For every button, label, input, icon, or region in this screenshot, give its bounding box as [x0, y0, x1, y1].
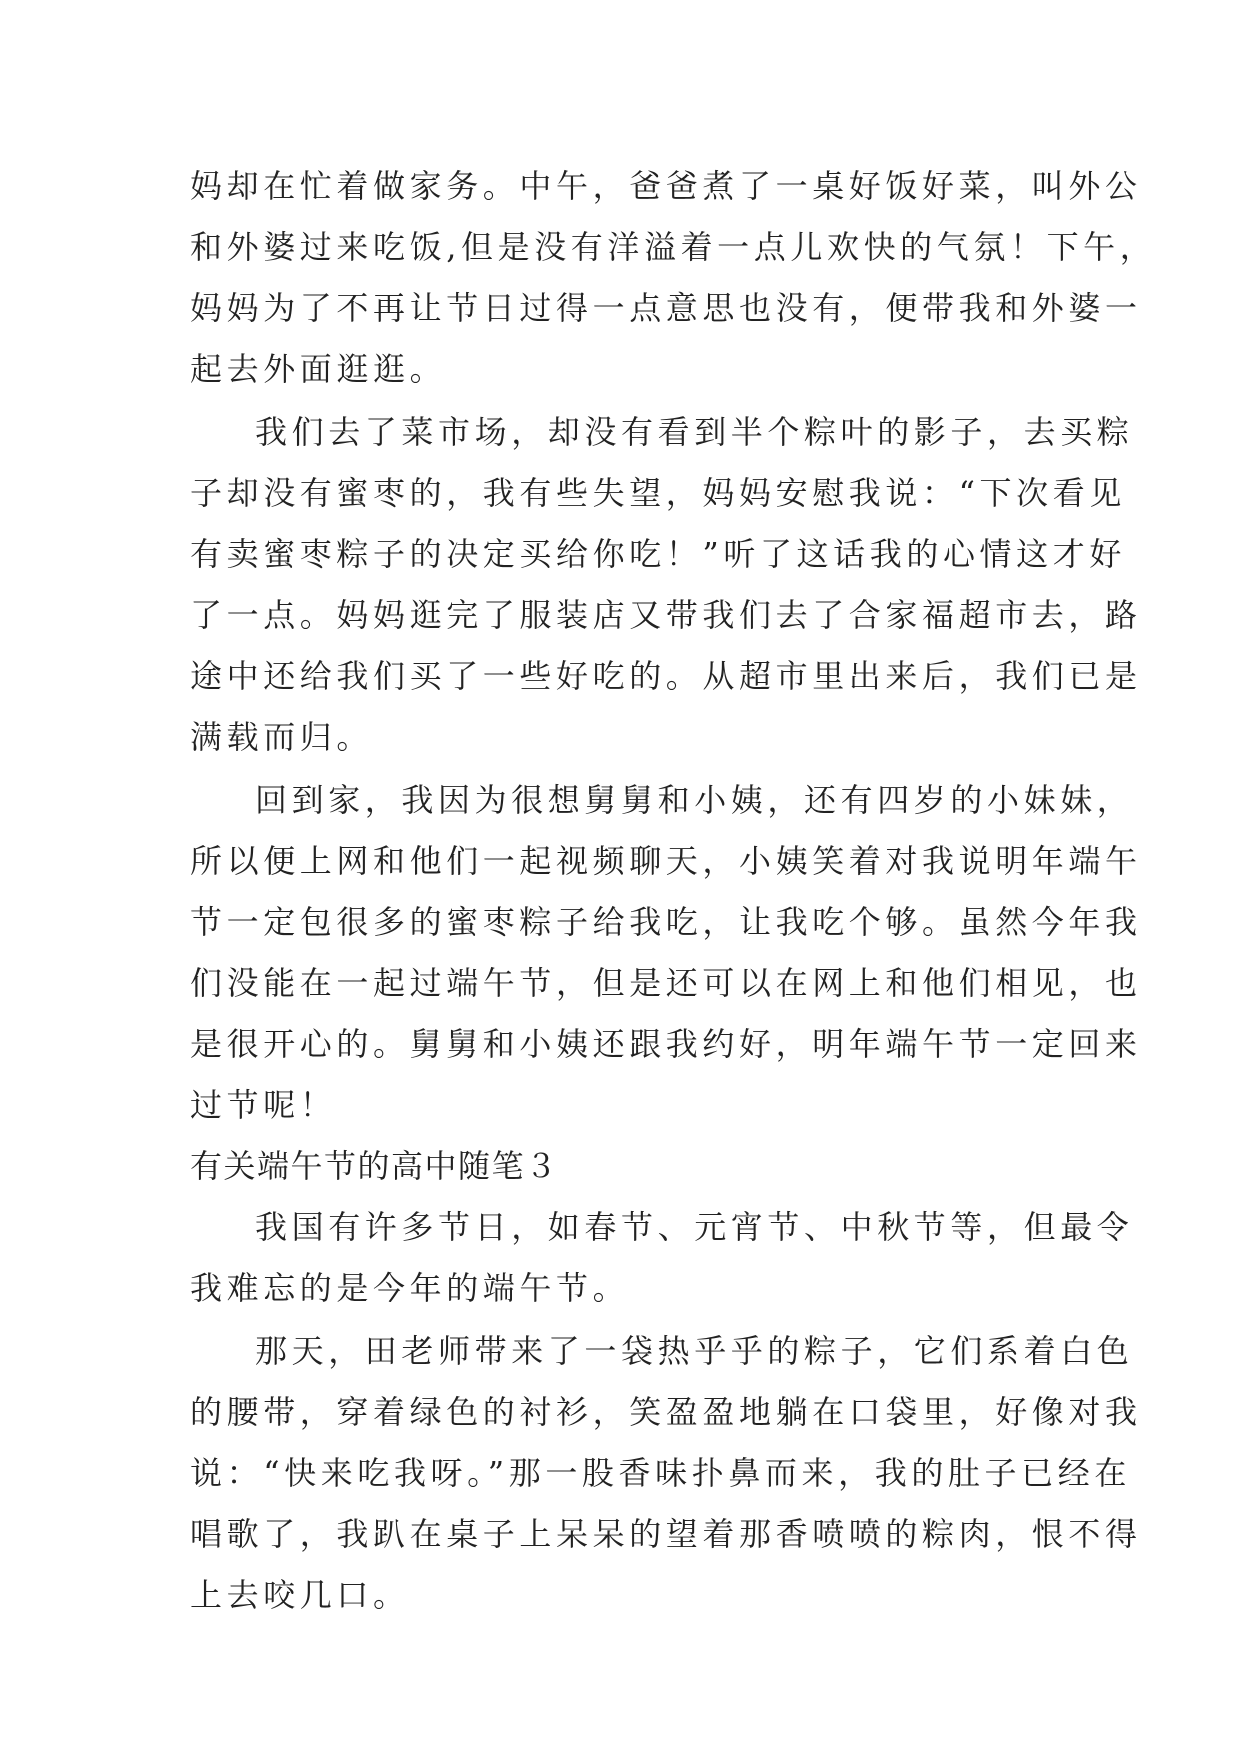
text-line: 那天，田老师带来了一袋热乎乎的粽子，它们系着白色 [255, 1332, 1134, 1370]
text-line: 是很开心的。舅舅和小姨还跟我约好，明年端午节一定回来 [190, 1025, 1142, 1063]
text-line: 妈妈为了不再让节日过得一点意思也没有，便带我和外婆一 [190, 289, 1142, 327]
text-line: 回到家，我因为很想舅舅和小姨，还有四岁的小妹妹， [255, 781, 1134, 819]
text-line: 唱歌了，我趴在桌子上呆呆的望着那香喷喷的粽肉，恨不得 [190, 1515, 1142, 1553]
section-heading: 有关端午节的高中随笔３ [190, 1147, 559, 1185]
text-line: 节一定包很多的蜜枣粽子给我吃，让我吃个够。虽然今年我 [190, 903, 1142, 941]
text-line: 们没能在一起过端午节，但是还可以在网上和他们相见，也 [190, 964, 1142, 1002]
text-line: 妈却在忙着做家务。中午，爸爸煮了一桌好饭好菜，叫外公 [190, 167, 1142, 205]
text-line: 满载而归。 [190, 718, 374, 756]
text-line: 过节呢！ [190, 1086, 337, 1124]
text-line: 途中还给我们买了一些好吃的。从超市里出来后，我们已是 [190, 657, 1142, 695]
text-line: 所以便上网和他们一起视频聊天，小姨笑着对我说明年端午 [190, 842, 1142, 880]
text-line: 的腰带，穿着绿色的衬衫，笑盈盈地躺在口袋里，好像对我 [190, 1393, 1142, 1431]
text-line: 上去咬几口。 [190, 1576, 410, 1614]
text-line: 我们去了菜市场，却没有看到半个粽叶的影子，去买粽 [255, 413, 1134, 451]
text-line: 说：“快来吃我呀。”那一股香味扑鼻而来，我的肚子已经在 [190, 1454, 1131, 1492]
text-line: 和外婆过来吃饭,但是没有洋溢着一点儿欢快的气氛！下午， [190, 228, 1157, 266]
text-line: 起去外面逛逛。 [190, 350, 447, 388]
text-line: 我难忘的是今年的端午节。 [190, 1269, 630, 1307]
text-line: 有卖蜜枣粽子的决定买给你吃！”听了这话我的心情这才好 [190, 535, 1126, 573]
text-line: 我国有许多节日，如春节、元宵节、中秋节等，但最令 [255, 1208, 1134, 1246]
text-line: 了一点。妈妈逛完了服装店又带我们去了合家福超市去，路 [190, 596, 1142, 634]
text-line: 子却没有蜜枣的，我有些失望，妈妈安慰我说：“下次看见 [190, 474, 1126, 512]
